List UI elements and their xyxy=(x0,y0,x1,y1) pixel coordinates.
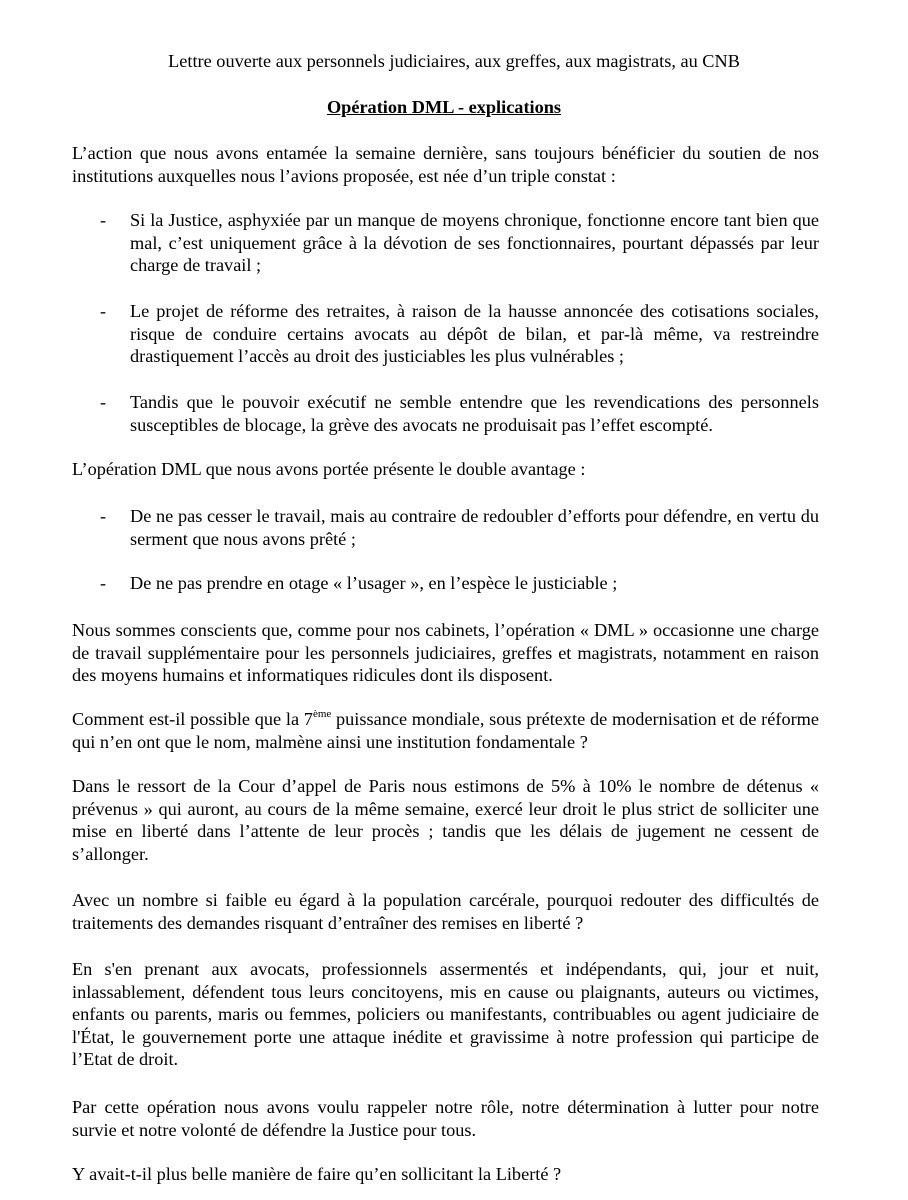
intro-paragraph: L’action que nous avons entamée la semaine dernière, sans toujours bénéficier du soutien de nos institutions auxquelles nous l’avions proposée, est née d’un triple constat : xyxy=(72,143,819,186)
liberte-paragraph: Y avait-t-il plus belle manière de faire qu’en sollicitant la Liberté ? xyxy=(72,1164,562,1184)
constat-item xyxy=(100,391,819,436)
avantage-intro-paragraph: L’opération DML que nous avons portée présente le double avantage : xyxy=(72,459,586,479)
constat-item xyxy=(100,209,819,277)
puissance-paragraph xyxy=(72,708,819,753)
ressort-paragraph: Dans le ressort de la Cour d’appel de Paris nous estimons de 5% à 10% le nombre de détenus « prévenus » qui auront, au cours de la même semaine, exercé leur droit le plus strict de solliciter une mise en liberté dans l’attente de leur procès ; tandis que les délais de jugement ne cessent de s’allonger. xyxy=(72,776,819,864)
constat-text: Le projet de réforme des retraites, à raison de la hausse annoncée des cotisations sociales, risque de conduire certains avocats au dépôt de bilan, et par-là même, va restreindre drastiquement l’accès au droit des justiciables les plus vulnérables ; xyxy=(130,301,819,367)
bullet-dash: - xyxy=(100,301,107,321)
letter-title: Opération DML - explications xyxy=(326,97,562,117)
puissance-text-after: puissance mondiale, sous prétexte de modernisation et de réforme qui n’en ont que le nom, malmène ainsi une institution fondamentale ? xyxy=(72,709,820,752)
avocats-paragraph: En s'en prenant aux avocats, professionnels assermentés et indépendants, qui, jour et nuit, inlassablement, défendent tous leurs concitoyens, mis en cause ou plaignants, auteurs ou victimes, enfants ou parents, maris ou femmes, policiers ou manifestants, contribuables ou agent judiciaire de l'État, le gouvernement porte une attaque inédite et gravissime à notre profession qui participe de l’Etat de droit. xyxy=(72,959,819,1070)
bullet-dash: - xyxy=(100,506,107,526)
constat-text: Tandis que le pouvoir exécutif ne semble entendre que les revendications des personnels susceptibles de blocage, la grève des avocats ne produisait pas l’effet escompté. xyxy=(130,392,819,435)
conscients-paragraph: Nous sommes conscients que, comme pour nos cabinets, l’opération « DML » occasionne une charge de travail supplémentaire pour les personnels judiciaires, greffes et magistrats, notamment en raison des moyens humains et informatiques ridicules dont ils disposent. xyxy=(72,620,819,686)
ordinal-superscript: ème xyxy=(312,707,332,720)
constat-text: Si la Justice, asphyxiée par un manque de moyens chronique, fonctionne encore tant bien que mal, c’est uniquement grâce à la dévotion de ses fonctionnaires, pourtant dépassés par leur charge de travail ; xyxy=(130,210,819,276)
role-paragraph: Par cette opération nous avons voulu rappeler notre rôle, notre détermination à lutter pour notre survie et notre volonté de défendre la Justice pour tous. xyxy=(72,1097,819,1140)
avantage-text: De ne pas cesser le travail, mais au contraire de redoubler d’efforts pour défendre, en vertu du serment que nous avons prêté ; xyxy=(130,506,819,549)
bullet-dash: - xyxy=(100,210,107,230)
avantage-text: De ne pas prendre en otage « l’usager », en l’espèce le justiciable ; xyxy=(130,573,618,593)
puissance-text-before: Comment est-il possible que la 7 xyxy=(72,709,313,729)
bullet-dash: - xyxy=(100,573,107,593)
constat-item xyxy=(100,300,819,368)
avantage-item xyxy=(100,505,819,550)
bullet-dash: - xyxy=(100,392,107,412)
avantage-item xyxy=(100,572,819,595)
letter-header: Lettre ouverte aux personnels judiciaires, aux greffes, aux magistrats, au CNB xyxy=(168,51,740,71)
nombre-paragraph: Avec un nombre si faible eu égard à la population carcérale, pourquoi redouter des difficultés de traitements des demandes risquant d’entraîner des remises en liberté ? xyxy=(72,890,819,933)
